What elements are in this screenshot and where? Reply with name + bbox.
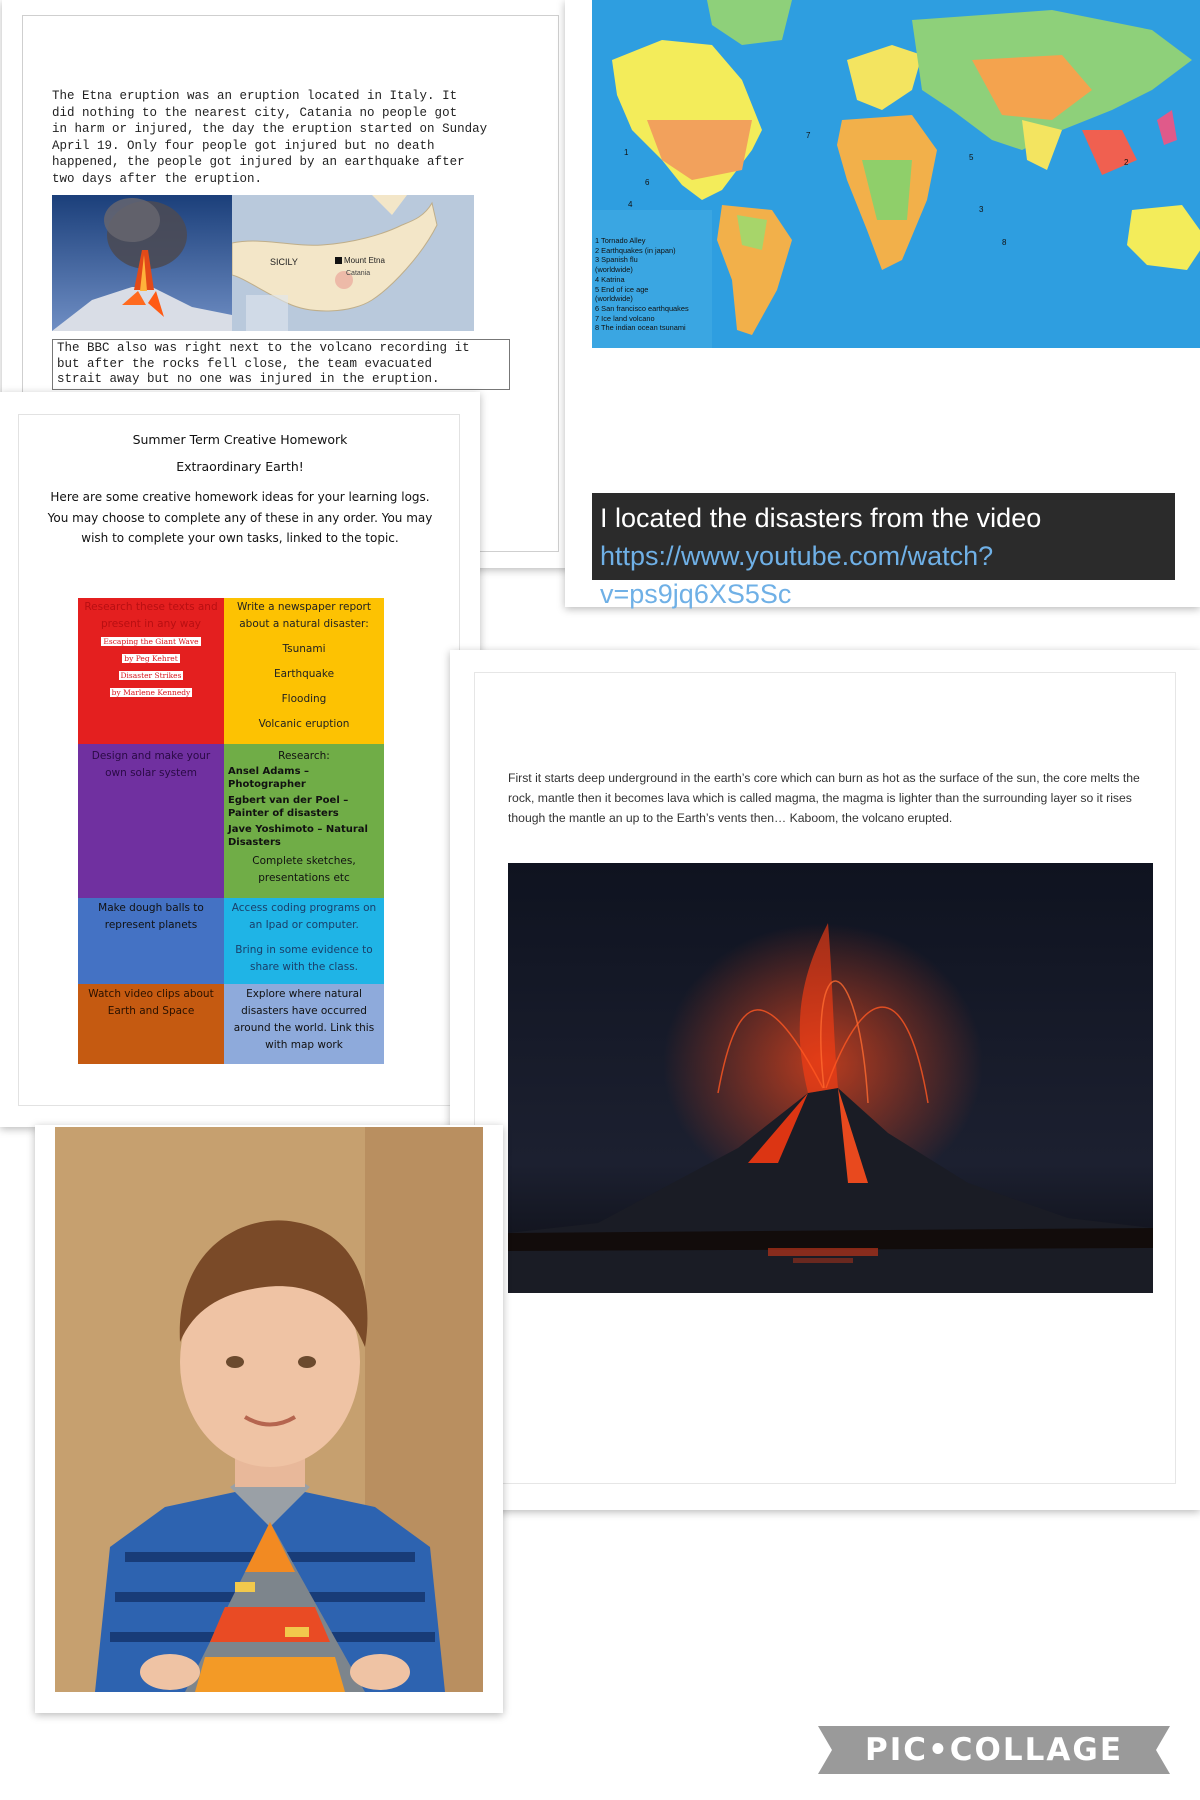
marker-4: 4 — [628, 200, 633, 209]
book-author: by Marlene Kennedy — [111, 688, 191, 697]
book-title: Disaster Strikes — [120, 671, 182, 680]
youtube-link[interactable]: https://www.youtube.com/watch?v=ps9jq6XS5Sc — [600, 541, 994, 609]
marker-7: 7 — [806, 131, 811, 140]
legend-item: (worldwide) — [595, 294, 633, 304]
student-photo-card — [35, 1125, 503, 1713]
cell-text: Explore where natural disasters have occurred around the world. Link this with map work — [233, 988, 375, 1051]
marker-1: 1 — [624, 148, 629, 157]
cell-video-clips — [78, 984, 224, 1064]
legend-item: 8 The indian ocean tsunami — [595, 323, 686, 333]
homework-title: Summer Term Creative Homework — [132, 432, 348, 447]
map-caption — [592, 493, 1175, 609]
cell-text: Bring in some evidence to share with the class. — [235, 944, 373, 973]
cell-newspaper — [224, 598, 384, 744]
research-person: Ansel Adams – Photographer — [228, 766, 310, 790]
etna-eruption-photo — [52, 195, 232, 331]
legend-item: (worldwide) — [595, 265, 633, 275]
watermark-text: PIC•COLLAGE — [864, 1732, 1124, 1768]
book-title: Escaping the Giant Wave — [103, 637, 199, 646]
cell-text: Watch video clips about Earth and Space — [88, 988, 214, 1017]
catania-label: Catania — [346, 270, 371, 277]
legend-item: 7 Ice land volcano — [595, 313, 655, 323]
bbc-note: The BBC also was right next to the volcano recording it but after the rocks fell close, the team evacuated strait away but no one was injured in the eruption. — [52, 339, 510, 390]
cell-text: Design and make your own solar system — [91, 750, 211, 779]
legend-item: 5 End of ice age — [595, 284, 649, 294]
mount-etna-label: Mount Etna — [344, 256, 385, 265]
research-person: Egbert van der Poel – Painter of disasters — [228, 795, 349, 819]
cell-explore — [224, 984, 384, 1064]
marker-8: 8 — [1002, 238, 1007, 247]
cell-coding — [224, 898, 384, 984]
cell-solar-system — [78, 744, 224, 898]
cell-footer: Complete sketches, presentations etc — [252, 855, 356, 884]
cell-heading: Research these texts and present in any way — [84, 601, 218, 630]
homework-subtitle: Extraordinary Earth! — [176, 459, 304, 474]
volcano-night-photo — [508, 863, 1153, 1293]
cell-research — [224, 744, 384, 898]
world-map-page — [565, 0, 1200, 607]
marker-2: 2 — [1124, 158, 1129, 167]
disaster-item: Earthquake — [273, 668, 335, 680]
map-markers — [565, 0, 1200, 348]
volcano-paragraph: First it starts deep underground in the earth’s core which can burn as hot as the surface of the sun, the core melts the rock, mantle then it becomes lava which is called magma, the magma is lighter than the surrounding layer so it rises though the mantle an up to the Earth’s vents then… Kaboom, the volcano erupted. — [508, 771, 1140, 825]
homework-grid — [78, 598, 384, 1064]
book-author: by Peg Kehret — [124, 654, 178, 663]
legend-item: 3 Spanish flu — [595, 255, 638, 265]
disaster-item: Volcanic eruption — [258, 718, 350, 730]
research-person: Jave Yoshimoto – Natural Disasters — [228, 824, 368, 848]
disaster-item: Flooding — [281, 693, 327, 705]
marker-5: 5 — [969, 153, 974, 162]
cell-text: Access coding programs on an Ipad or computer. — [231, 902, 377, 931]
sicily-label: SICILY — [270, 257, 298, 267]
marker-6: 6 — [645, 178, 650, 187]
cell-heading: Write a newspaper report about a natural disaster: — [237, 601, 371, 630]
legend-item: 2 Earthquakes (in japan) — [595, 245, 676, 255]
sicily-map — [232, 195, 474, 331]
disaster-item: Tsunami — [282, 643, 326, 655]
homework-intro: Here are some creative homework ideas for your learning logs. You may choose to complete any of these in any order. You may wish to complete your own tasks, linked to the topic. — [47, 490, 433, 545]
marker-3: 3 — [979, 205, 984, 214]
cell-research-texts — [78, 598, 224, 744]
cell-text: Make dough balls to represent planets — [98, 902, 204, 931]
legend-item: 4 Katrina — [595, 274, 625, 284]
student-lego-volcano-photo — [55, 1127, 483, 1692]
cell-heading: Research: — [278, 750, 330, 762]
legend-item: 1 Tornado Alley — [595, 236, 646, 245]
etna-paragraph: The Etna eruption was an eruption located in Italy. It did nothing to the nearest city, Catania no people got in harm or injured, the day the eruption started on Sunday April 19. Only four people got injured but no death happened, the people got injured by an earthquake after two days after the eruption. — [52, 89, 488, 186]
caption-text: I located the disasters from the video — [600, 503, 1042, 533]
cell-dough-balls — [78, 898, 224, 984]
homework-page — [0, 392, 480, 1127]
volcano-explanation-page — [450, 650, 1200, 1510]
pic-collage-watermark — [818, 1726, 1170, 1774]
legend-item: 6 San francisco earthquakes — [595, 303, 689, 313]
